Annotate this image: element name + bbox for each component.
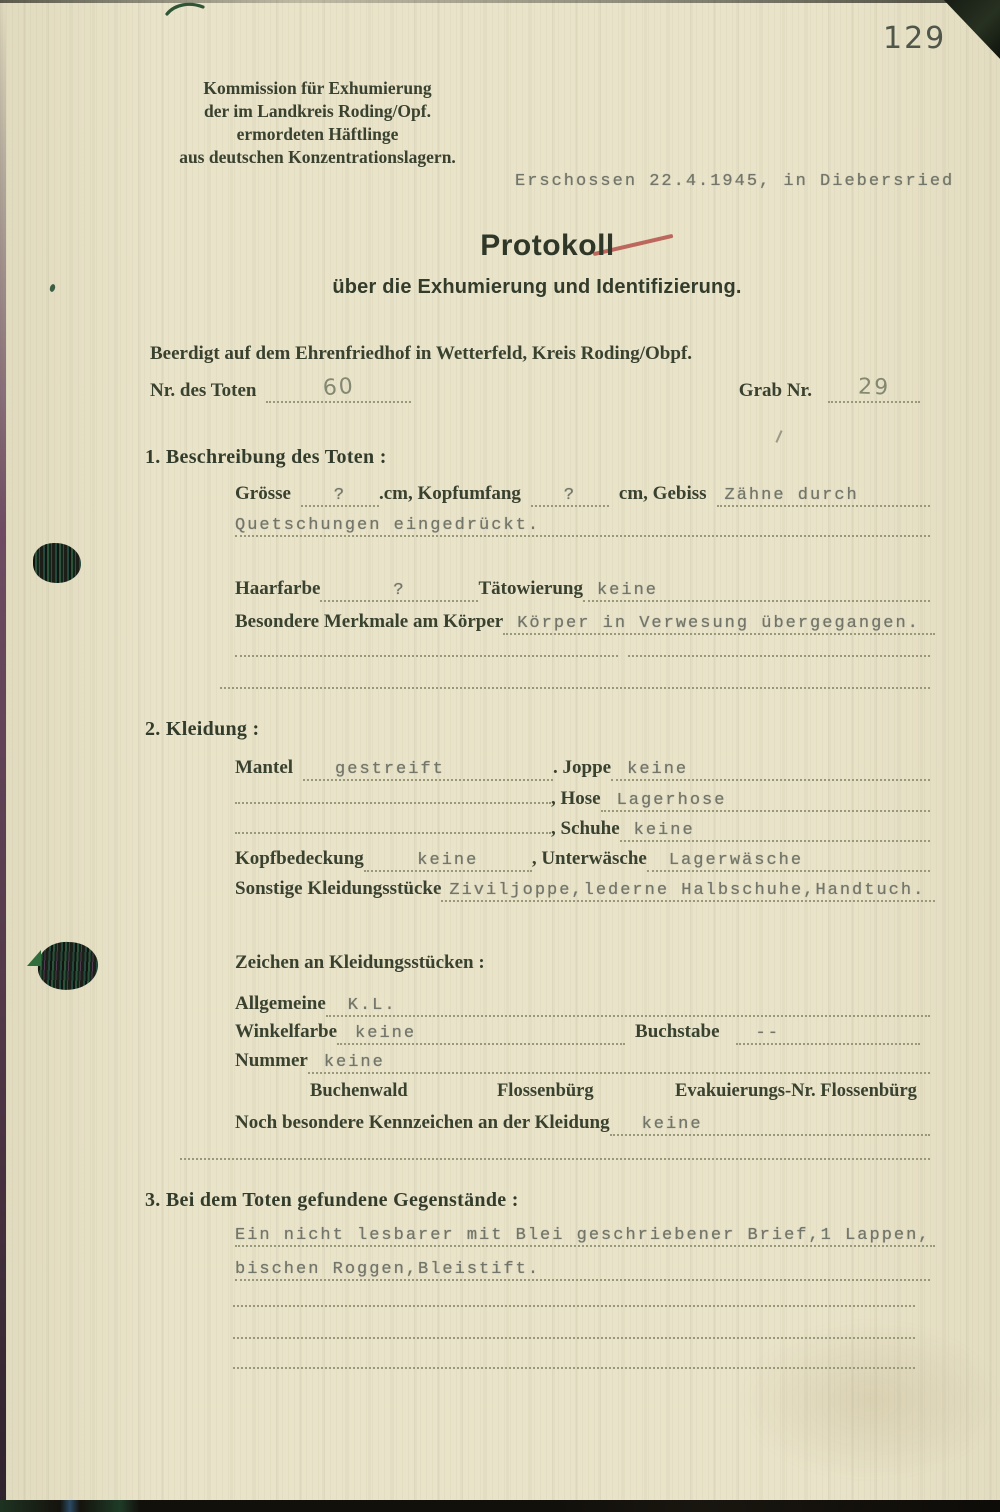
gebiss-label: cm, Gebiss [618, 483, 707, 504]
haarfarbe-row [235, 578, 930, 602]
winkelfarbe-value: keine [355, 1024, 417, 1043]
groesse-value: ? [333, 486, 347, 505]
grave-number-value: 29 [857, 374, 891, 401]
nummer-line [308, 1053, 930, 1074]
kennzeichen-label: Noch besondere Kennzeichen an der Kleidung [235, 1112, 610, 1133]
kennzeichen-line [610, 1115, 930, 1136]
haarfarbe-value: ? [393, 581, 406, 600]
blank-line [220, 687, 930, 689]
kennzeichen-value: keine [641, 1115, 703, 1134]
grave-number-line [828, 374, 920, 403]
page-number: 129 [883, 21, 947, 56]
buchstabe-label: Buchstabe [635, 1021, 720, 1042]
paper-mottling [740, 1320, 1000, 1480]
hose-row [235, 788, 930, 812]
scan-edge-left [0, 0, 6, 1512]
sonstige-label: Sonstige Kleidungsstücke [235, 878, 442, 899]
groesse-row [235, 483, 930, 507]
found-items-value1: Ein nicht lesbarer mit Blei geschriebener Brief,1 Lappen, [235, 1226, 931, 1245]
document-title: Protokoll [480, 229, 615, 262]
mantel-value: gestreift [335, 760, 445, 779]
sonstige-row [235, 878, 935, 902]
winkelfarbe-line [337, 1024, 625, 1045]
unterwaesche-label: , Unterwäsche [531, 848, 647, 869]
letterhead [130, 77, 505, 169]
winkelfarbe-label: Winkelfarbe [235, 1021, 338, 1042]
mantel-row [235, 757, 930, 781]
blank-line [628, 655, 930, 657]
deceased-number-value: 60 [321, 373, 356, 402]
buchstabe-line [736, 1024, 920, 1045]
section3-heading: 3. Bei dem Toten gefundene Gegenstände : [145, 1189, 519, 1211]
gebiss-value-cont: Quetschungen eingedrückt. [235, 516, 541, 535]
letterhead-line: Kommission für Exhumierung [203, 78, 432, 98]
schuhe-label: , Schuhe [551, 818, 620, 839]
groesse-label: Grösse [235, 483, 291, 504]
haarfarbe-label: Haarfarbe [235, 578, 321, 599]
groesse-line [301, 486, 379, 507]
merkmale-label: Besondere Merkmale am Körper [235, 611, 504, 632]
death-date-stamp: Erschossen 22.4.1945, in Diebersried [515, 172, 955, 191]
found-items-line2 [235, 1260, 930, 1281]
taetowierung-value: keine [596, 581, 658, 600]
unterwaesche-value: Lagerwäsche [668, 851, 804, 870]
id-row [150, 373, 920, 403]
mantel-label: Mantel [235, 757, 294, 778]
taetowierung-line [583, 581, 930, 602]
green-triangle-mark [27, 950, 41, 966]
deceased-number-line [266, 373, 411, 403]
found-items-value2: bischen Roggen,Bleistift. [235, 1260, 541, 1279]
kopfbedeckung-row [235, 848, 930, 872]
hole-punch-top [33, 543, 81, 583]
taetowierung-label: Tätowierung [478, 578, 583, 599]
nummer-row [235, 1050, 930, 1074]
allgemeine-line [326, 996, 930, 1017]
grave-number-label: Grab Nr. [738, 380, 812, 401]
haarfarbe-line [320, 581, 478, 602]
schuhe-value: keine [633, 821, 695, 840]
kopfbedeckung-label: Kopfbedeckung [235, 848, 364, 869]
buchstabe-value: -- [755, 1024, 780, 1043]
nummer-value: keine [323, 1053, 385, 1072]
winkelfarbe-row [235, 1021, 920, 1045]
document-subtitle: über die Exhumierung und Identifizierung. [332, 276, 742, 298]
kopfumfang-line [531, 486, 609, 507]
zeichen-heading: Zeichen an Kleidungsstücken : [235, 952, 485, 973]
gebiss-continuation-line [235, 516, 930, 537]
schuhe-line [620, 821, 930, 842]
mantel-line [303, 760, 553, 781]
allgemeine-label: Allgemeine [235, 993, 326, 1014]
sonstige-value: Ziviljoppe,lederne Halbschuhe,Handtuch. [449, 881, 926, 900]
hole-punch-bottom [37, 940, 99, 991]
gebiss-line [717, 486, 930, 507]
blank-line [233, 1367, 915, 1369]
unterwaesche-line [647, 851, 930, 872]
hose-leadin-line [235, 798, 551, 804]
hose-value: Lagerhose [616, 791, 727, 810]
allgemeine-row [235, 993, 930, 1017]
schuhe-leadin-line [235, 828, 551, 834]
kopfbedeckung-line [364, 851, 532, 872]
hose-label: , Hose [551, 788, 601, 809]
camp-flossenbuerg-label: Flossenbürg [497, 1081, 594, 1101]
joppe-label: . Joppe [553, 757, 612, 778]
hose-line [601, 791, 930, 812]
section2-heading: 2. Kleidung : [145, 718, 260, 740]
joppe-line [611, 760, 930, 781]
burial-location-line: Beerdigt auf dem Ehrenfriedhof in Wetterfeld, Kreis Roding/Obpf. [150, 343, 693, 364]
nummer-label: Nummer [235, 1050, 308, 1071]
schuhe-row [235, 818, 930, 842]
found-items-row2 [235, 1260, 930, 1281]
merkmale-row [235, 611, 935, 635]
gebiss-continuation-row [235, 516, 930, 537]
letterhead-line: ermordeten Häftlinge [236, 124, 399, 145]
blank-line [235, 655, 618, 657]
pencil-tick [775, 430, 782, 443]
camp-buchenwald-label: Buchenwald [310, 1081, 408, 1101]
section1-heading: 1. Beschreibung des Toten : [145, 446, 387, 468]
kopfbedeckung-value: keine [417, 851, 479, 870]
found-items-line1 [235, 1226, 935, 1247]
green-speck [49, 283, 56, 292]
kennzeichen-row [235, 1112, 930, 1136]
blank-line [233, 1337, 915, 1339]
blank-line [180, 1158, 930, 1160]
kopfumfang-label: .cm, Kopfumfang [378, 483, 521, 504]
gebiss-value: Zähne durch [724, 486, 859, 505]
evakuierungs-nr-label: Evakuierungs-Nr. Flossenbürg [675, 1081, 917, 1101]
kopfumfang-value: ? [563, 486, 577, 505]
letterhead-line: aus deutschen Konzentrationslagern. [179, 147, 456, 168]
blank-line [233, 1305, 915, 1307]
pen-stroke-mark [165, 0, 207, 18]
sonstige-line [441, 881, 935, 902]
letterhead-line: der im Landkreis Roding/Opf. [204, 101, 431, 122]
allgemeine-value: K.L. [347, 996, 397, 1015]
merkmale-line [503, 614, 935, 635]
found-items-row1 [235, 1226, 935, 1247]
scan-edge-bottom [0, 1500, 1000, 1512]
deceased-number-label: Nr. des Toten [150, 380, 257, 401]
merkmale-value: Körper in Verwesung übergegangen. [517, 614, 920, 633]
joppe-value: keine [627, 760, 689, 779]
scan-edge-top [0, 0, 1000, 3]
